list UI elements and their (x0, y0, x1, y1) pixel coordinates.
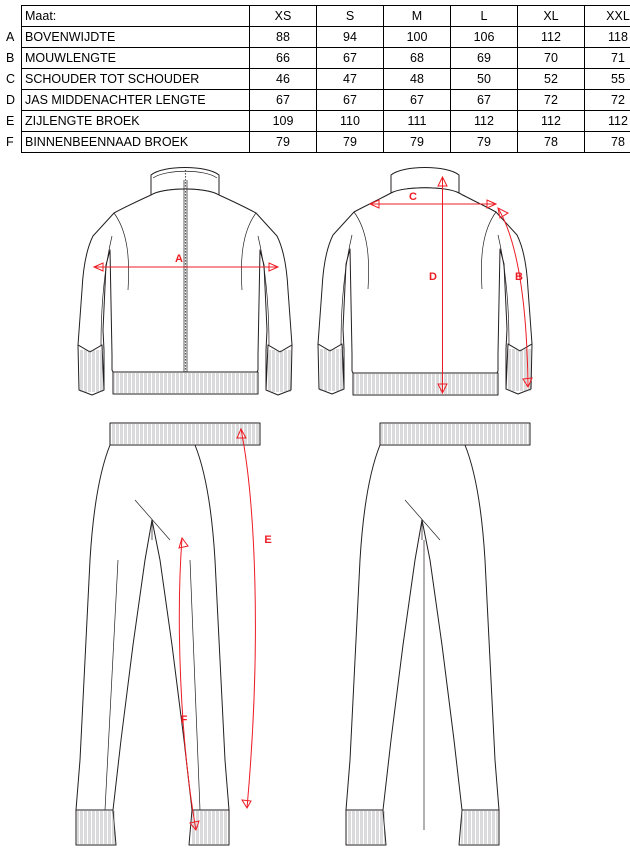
row-value: 67 (451, 90, 518, 111)
row-value: 46 (250, 69, 317, 90)
header-size-xxl: XXL (585, 6, 630, 27)
row-name: ZIJLENGTE BROEK (22, 111, 250, 132)
trousers-back-illustration (346, 423, 530, 845)
row-name: BOVENWIJDTE (22, 27, 250, 48)
measure-label-c: C (409, 191, 417, 203)
row-letter: E (6, 114, 15, 128)
row-value: 79 (250, 132, 317, 153)
table-row (6, 90, 630, 111)
measure-e-side-length (237, 429, 272, 808)
table-row (6, 69, 630, 90)
jacket-front-illustration (78, 168, 292, 396)
row-value: 118 (585, 27, 630, 48)
row-value: 70 (518, 48, 585, 69)
garment-illustration (0, 140, 630, 852)
row-value: 78 (518, 132, 585, 153)
size-table (6, 5, 630, 153)
row-value: 66 (250, 48, 317, 69)
measure-label-d: D (429, 271, 437, 283)
row-name: SCHOUDER TOT SCHOUDER (22, 69, 250, 90)
row-value: 67 (250, 90, 317, 111)
row-value: 109 (250, 111, 317, 132)
header-size-m: M (384, 6, 451, 27)
row-value: 78 (585, 132, 630, 153)
jacket-back-illustration (318, 168, 532, 396)
row-value: 79 (317, 132, 384, 153)
row-value: 112 (518, 111, 585, 132)
header-letter-spacer (6, 6, 22, 27)
row-value: 100 (384, 27, 451, 48)
row-name: MOUWLENGTE (22, 48, 250, 69)
row-value: 72 (518, 90, 585, 111)
row-value: 67 (317, 48, 384, 69)
row-value: 88 (250, 27, 317, 48)
row-name: BINNENBEENNAAD BROEK (22, 132, 250, 153)
table-row (6, 48, 630, 69)
table-row (6, 111, 630, 132)
table-row (6, 27, 630, 48)
row-value: 71 (585, 48, 630, 69)
row-value: 106 (451, 27, 518, 48)
row-letter: F (6, 135, 14, 149)
row-value: 67 (317, 90, 384, 111)
row-value: 72 (585, 90, 630, 111)
row-value: 94 (317, 27, 384, 48)
row-value: 112 (518, 27, 585, 48)
row-value: 47 (317, 69, 384, 90)
header-size-xs: XS (250, 6, 317, 27)
row-value: 55 (585, 69, 630, 90)
row-value: 69 (451, 48, 518, 69)
row-value: 52 (518, 69, 585, 90)
measure-label-f: F (180, 714, 188, 726)
row-letter: C (6, 72, 16, 86)
measure-label-b: B (515, 271, 523, 283)
row-name: JAS MIDDENACHTER LENGTE (22, 90, 250, 111)
row-value: 112 (585, 111, 630, 132)
row-value: 111 (384, 111, 451, 132)
row-letter: B (6, 51, 15, 65)
header-maat-label: Maat: (22, 6, 250, 27)
header-size-l: L (451, 6, 518, 27)
row-letter: D (6, 93, 16, 107)
row-value: 48 (384, 69, 451, 90)
row-value: 68 (384, 48, 451, 69)
row-value: 50 (451, 69, 518, 90)
header-size-xl: XL (518, 6, 585, 27)
row-value: 79 (384, 132, 451, 153)
row-value: 67 (384, 90, 451, 111)
size-table-container (6, 5, 630, 153)
table-header-row (6, 6, 630, 27)
measure-label-e: E (264, 534, 272, 546)
row-letter: A (6, 30, 15, 44)
row-value: 110 (317, 111, 384, 132)
row-value: 112 (451, 111, 518, 132)
trousers-front-illustration (76, 423, 272, 845)
header-size-s: S (317, 6, 384, 27)
measure-label-a: A (175, 253, 183, 265)
row-value: 79 (451, 132, 518, 153)
